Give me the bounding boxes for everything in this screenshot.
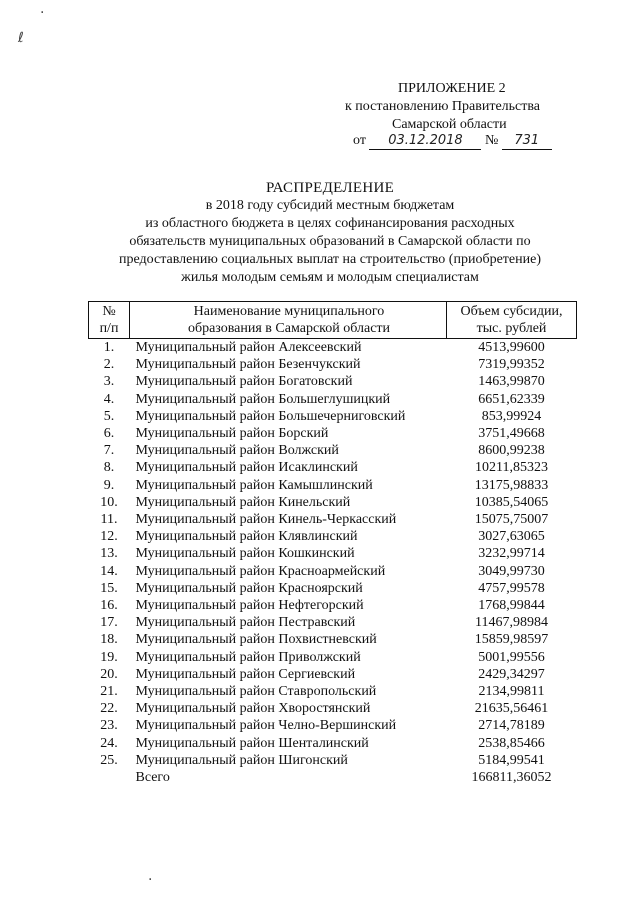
- title-line-5: жилья молодым семьям и молодым специалистам: [181, 270, 479, 285]
- table-row: [89, 545, 577, 562]
- total-label: Всего: [135, 770, 170, 786]
- title-line-3: обязательств муниципальных образований в Самарской области по: [129, 234, 531, 249]
- row-value: 15075,75007: [474, 512, 549, 528]
- row-name: Муниципальный район Шенталинский: [135, 735, 369, 751]
- table-row: [89, 459, 577, 476]
- title-line-1: в 2018 году субсидий местным бюджетам: [205, 198, 455, 213]
- row-value: 8600,99238: [478, 443, 545, 459]
- appendix-date-line: [353, 131, 552, 150]
- row-value: 7319,99352: [478, 357, 545, 373]
- row-value: 2134,99811: [478, 684, 545, 700]
- header-name-line1: Наименование муниципального: [193, 304, 385, 319]
- row-value: 5001,99556: [478, 649, 545, 665]
- row-name: Муниципальный район Пестравский: [135, 615, 356, 631]
- total-num-cell: [89, 769, 130, 786]
- row-number: 9.: [103, 477, 115, 493]
- row-number: 11.: [100, 512, 118, 528]
- row-name: Муниципальный район Большеглушицкий: [135, 391, 391, 407]
- table-row: [89, 373, 577, 390]
- row-value: 1463,99870: [478, 374, 545, 390]
- table-row: [89, 597, 577, 614]
- table-row: [89, 631, 577, 648]
- document-title: [80, 179, 580, 287]
- header-number-line1: №: [102, 304, 116, 319]
- row-value: 2538,85466: [478, 735, 545, 751]
- appendix-line-region: Самарской области: [392, 117, 507, 132]
- row-number: 22.: [100, 701, 118, 717]
- number-label: №: [484, 133, 499, 148]
- row-number: 2.: [103, 357, 115, 373]
- row-value: 3232,99714: [478, 546, 545, 562]
- row-name: Муниципальный район Борский: [135, 426, 329, 442]
- row-number: 23.: [100, 718, 118, 734]
- appendix-title: ПРИЛОЖЕНИЕ 2: [398, 81, 506, 96]
- row-number: 12.: [100, 529, 118, 545]
- table-header-row: [89, 302, 577, 339]
- row-number: 25.: [100, 752, 118, 768]
- row-value: 6651,62339: [478, 391, 545, 407]
- title-heading: РАСПРЕДЕЛЕНИЕ: [265, 180, 395, 196]
- row-value: 5184,99541: [478, 752, 545, 768]
- row-value: 3049,99730: [478, 563, 545, 579]
- total-row: [89, 769, 577, 786]
- row-value: 10211,85323: [475, 460, 548, 476]
- row-name: Муниципальный район Кинельский: [135, 494, 351, 510]
- row-name: Муниципальный район Красноярский: [135, 580, 363, 596]
- scan-mark-bottom: ·: [148, 872, 153, 888]
- table-row: [89, 494, 577, 511]
- row-name: Муниципальный район Челно-Вершинский: [135, 718, 397, 734]
- table-row: [89, 735, 577, 752]
- row-number: 13.: [100, 546, 118, 562]
- table-row: [89, 356, 577, 373]
- scan-mark-side: ℓ: [18, 30, 24, 46]
- header-value-line2: тыс. рублей: [476, 321, 547, 336]
- row-name: Муниципальный район Камышлинский: [135, 477, 373, 493]
- row-value: 2429,34297: [478, 666, 545, 682]
- table-row: [89, 511, 577, 528]
- row-name: Муниципальный район Приволжский: [135, 649, 361, 665]
- row-name: Муниципальный район Красноармейский: [135, 563, 386, 579]
- table-row: [89, 580, 577, 597]
- row-value: 2714,78189: [478, 718, 545, 734]
- handwritten-number: 731: [502, 133, 552, 150]
- table-row: [89, 614, 577, 631]
- header-value: [447, 302, 577, 339]
- row-name: Муниципальный район Ставропольский: [135, 684, 377, 700]
- row-number: 18.: [100, 632, 118, 648]
- row-name: Муниципальный район Похвистневский: [135, 632, 377, 648]
- subsidy-table: [88, 301, 577, 786]
- row-number: 24.: [100, 735, 118, 751]
- row-number: 10.: [100, 494, 118, 510]
- row-value: 853,99924: [481, 408, 542, 424]
- row-value: 3751,49668: [478, 426, 545, 442]
- row-number: 19.: [100, 649, 118, 665]
- row-value: 4757,99578: [478, 580, 545, 596]
- table-row: [89, 752, 577, 769]
- title-line-2: из областного бюджета в целях софинансирования расходных: [145, 216, 515, 231]
- table-row: [89, 339, 577, 357]
- row-name: Муниципальный район Безенчукский: [135, 357, 361, 373]
- from-label: от: [353, 133, 366, 148]
- row-number: 20.: [100, 666, 118, 682]
- table-body: [89, 339, 577, 787]
- row-value: 4513,99600: [478, 340, 545, 355]
- row-name: Муниципальный район Сергиевский: [135, 666, 356, 682]
- row-value: 15859,98597: [474, 632, 549, 648]
- row-number: 21.: [100, 684, 118, 700]
- row-name: Муниципальный район Клявлинский: [135, 529, 358, 545]
- row-number: 17.: [100, 615, 118, 631]
- table-row: [89, 408, 577, 425]
- appendix-line-resolution: к постановлению Правительства: [345, 99, 541, 114]
- row-number: 5.: [103, 408, 115, 424]
- row-number: 16.: [100, 598, 118, 614]
- row-value: 3027,63065: [478, 529, 545, 545]
- table-row: [89, 683, 577, 700]
- row-number: 8.: [103, 460, 115, 476]
- row-name: Муниципальный район Хворостянский: [135, 701, 371, 717]
- table-row: [89, 717, 577, 734]
- row-name: Муниципальный район Шигонский: [135, 752, 348, 768]
- header-number: [89, 302, 130, 339]
- header-name-line2: образования в Самарской области: [187, 321, 391, 336]
- row-number: 3.: [103, 374, 115, 390]
- row-name: Муниципальный район Большечерниговский: [135, 408, 406, 424]
- row-value: 21635,56461: [474, 701, 549, 717]
- table-row: [89, 649, 577, 666]
- header-value-line1: Объем субсидии,: [460, 304, 563, 319]
- total-value: 166811,36052: [471, 770, 552, 786]
- row-name: Муниципальный район Кошкинский: [135, 546, 355, 562]
- header-name: [130, 302, 447, 339]
- table-row: [89, 563, 577, 580]
- row-value: 13175,98833: [474, 477, 549, 493]
- scan-mark-top: ·: [40, 5, 45, 21]
- row-number: 1.: [103, 340, 115, 355]
- title-line-4: предоставлению социальных выплат на строительство (приобретение): [119, 252, 541, 267]
- row-number: 7.: [103, 443, 115, 459]
- table-row: [89, 425, 577, 442]
- handwritten-date: 03.12.2018: [369, 133, 481, 150]
- table-row: [89, 442, 577, 459]
- row-number: 4.: [103, 391, 115, 407]
- row-value: 11467,98984: [475, 615, 548, 631]
- row-name: Муниципальный район Алексеевский: [135, 340, 362, 355]
- row-name: Муниципальный район Кинель-Черкасский: [135, 512, 397, 528]
- row-number: 6.: [103, 426, 115, 442]
- row-number: 14.: [100, 563, 118, 579]
- row-name: Муниципальный район Богатовский: [135, 374, 353, 390]
- row-number: 15.: [100, 580, 118, 596]
- table-row: [89, 391, 577, 408]
- row-name: Муниципальный район Исаклинский: [135, 460, 358, 476]
- row-name: Муниципальный район Нефтегорский: [135, 598, 364, 614]
- table-row: [89, 477, 577, 494]
- table-row: [89, 528, 577, 545]
- row-value: 10385,54065: [474, 494, 549, 510]
- row-value: 1768,99844: [478, 598, 545, 614]
- table-row: [89, 666, 577, 683]
- row-name: Муниципальный район Волжский: [135, 443, 339, 459]
- header-number-line2: п/п: [99, 321, 119, 336]
- table-row: [89, 700, 577, 717]
